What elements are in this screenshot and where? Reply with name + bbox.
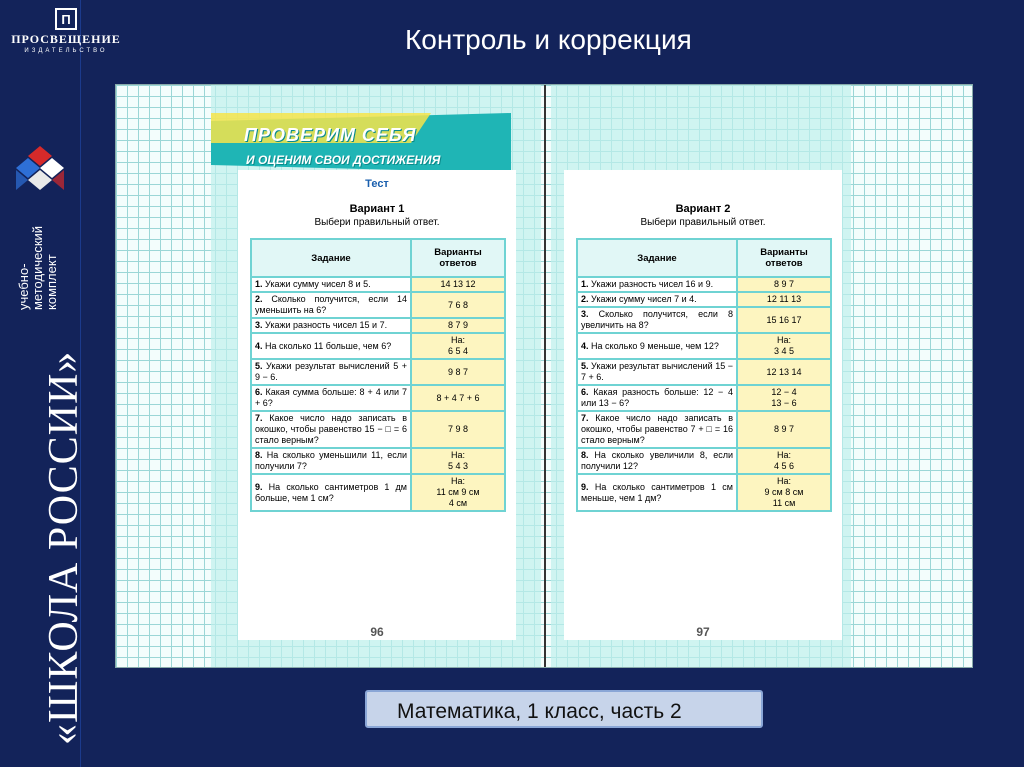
answers-cell: 8 + 4 7 + 6 xyxy=(411,385,505,411)
task-number: 9. xyxy=(581,481,589,492)
variant-title: Вариант 1 xyxy=(349,203,405,215)
task-number: 3. xyxy=(255,320,263,330)
answers-cell: На: 9 см 8 см 11 см xyxy=(737,474,831,511)
task-cell xyxy=(251,385,411,411)
kit-label-line: учебно- xyxy=(16,263,31,310)
task-cell xyxy=(577,277,737,292)
publisher-name: ПРОСВЕЩЕНИЕ xyxy=(11,32,121,46)
task-text: На сколько сантиметров 1 см меньше, чем 1 дм? xyxy=(581,481,733,503)
table-row xyxy=(251,277,505,292)
column-header-answers: Варианты ответов xyxy=(411,239,505,277)
table-row xyxy=(577,359,831,385)
task-text: На сколько 11 больше, чем 6? xyxy=(265,340,392,351)
task-cell xyxy=(251,359,411,385)
footer-caption-box xyxy=(365,690,763,728)
task-cell xyxy=(251,333,411,359)
answers-cell: 14 13 12 xyxy=(411,277,505,292)
task-cell xyxy=(577,359,737,385)
task-number: 1. xyxy=(581,279,589,289)
task-number: 9. xyxy=(255,481,263,492)
table-row xyxy=(251,411,505,448)
kit-label xyxy=(17,190,59,310)
task-number: 5. xyxy=(581,361,589,371)
test-label: Тест xyxy=(365,178,389,190)
answers-cell: На: 4 5 6 xyxy=(737,448,831,474)
answers-cell: 7 9 8 xyxy=(411,411,505,448)
task-cell xyxy=(577,307,737,333)
task-number: 2. xyxy=(255,294,263,304)
column-header-task: Задание xyxy=(251,239,411,277)
answers-cell: На: 3 4 5 xyxy=(737,333,831,359)
table-row xyxy=(251,292,505,318)
answers-cell: 12 13 14 xyxy=(737,359,831,385)
task-text: На сколько уменьшили 11, если получили 7? xyxy=(255,450,407,471)
task-number: 4. xyxy=(255,340,263,351)
task-text: Укажи разность чисел 15 и 7. xyxy=(265,320,388,330)
task-cell xyxy=(577,448,737,474)
task-number: 7. xyxy=(581,413,589,423)
table-row xyxy=(251,333,505,359)
banner-title: ПРОВЕРИМ СЕБЯ xyxy=(244,125,417,145)
page-title: Контроль и коррекция xyxy=(405,24,692,55)
task-text: Укажи разность чисел 16 и 9. xyxy=(591,279,714,289)
book-spine xyxy=(544,85,546,667)
task-cell xyxy=(577,474,737,511)
left-page xyxy=(238,170,516,640)
answers-cell: 12 − 4 13 − 6 xyxy=(737,385,831,411)
column-header-task: Задание xyxy=(577,239,737,277)
task-cell xyxy=(251,277,411,292)
footer-caption: Математика, 1 класс, часть 2 xyxy=(397,700,682,723)
kit-label-line: комплект xyxy=(44,254,59,310)
page-number: 96 xyxy=(370,625,384,639)
answers-cell: На: 6 5 4 xyxy=(411,333,505,359)
task-cell xyxy=(577,385,737,411)
task-number: 7. xyxy=(255,413,263,423)
table-row xyxy=(577,292,831,307)
answers-cell: На: 11 см 9 см 4 см xyxy=(411,474,505,511)
table-row xyxy=(251,474,505,511)
kit-label-line: методический xyxy=(30,225,45,310)
answers-cell: 8 9 7 xyxy=(737,411,831,448)
banner-subtitle: И ОЦЕНИМ СВОИ ДОСТИЖЕНИЯ xyxy=(246,153,441,167)
publisher-logo xyxy=(4,8,128,54)
task-number: 8. xyxy=(581,450,589,460)
instruction: Выбери правильный ответ. xyxy=(314,217,440,228)
answers-cell: 7 6 8 xyxy=(411,292,505,318)
task-cell xyxy=(251,448,411,474)
table-row xyxy=(251,359,505,385)
table-row xyxy=(577,448,831,474)
task-number: 8. xyxy=(255,450,263,460)
publisher-emblem-icon: П xyxy=(55,8,77,30)
task-text: Укажи результат вычислений 5 + 9 − 6. xyxy=(255,361,407,382)
table-row xyxy=(577,411,831,448)
table-row xyxy=(577,307,831,333)
task-cell xyxy=(577,333,737,359)
task-text: Сколько получится, если 14 уменьшить на 6? xyxy=(255,294,407,315)
task-text: Укажи сумму чисел 7 и 4. xyxy=(591,294,697,304)
task-text: На сколько сантиметров 1 дм больше, чем 1 см? xyxy=(255,481,407,503)
table-row xyxy=(577,333,831,359)
task-number: 3. xyxy=(581,309,589,319)
table-row xyxy=(251,385,505,411)
table-row xyxy=(251,318,505,333)
right-page xyxy=(564,170,842,640)
tasks-table xyxy=(576,238,832,512)
answers-cell: На: 5 4 3 xyxy=(411,448,505,474)
task-number: 4. xyxy=(581,340,589,351)
task-number: 2. xyxy=(581,294,589,304)
page-number: 97 xyxy=(696,625,710,639)
task-text: Какое число надо записать в окошко, чтобы равенство 7 + □ = 16 стало верным? xyxy=(581,413,733,445)
textbook-spread-image xyxy=(115,84,973,668)
task-number: 6. xyxy=(581,387,589,397)
instruction: Выбери правильный ответ. xyxy=(640,217,766,228)
task-cell xyxy=(577,411,737,448)
answers-cell: 12 11 13 xyxy=(737,292,831,307)
task-text: Какая разность больше: 12 − 4 или 13 − 6? xyxy=(581,387,733,408)
task-text: Укажи результат вычислений 15 − 7 + 6. xyxy=(581,361,733,382)
task-cell xyxy=(251,411,411,448)
variant-title: Вариант 2 xyxy=(675,203,731,215)
task-cell xyxy=(577,292,737,307)
answers-cell: 9 8 7 xyxy=(411,359,505,385)
answers-cell: 8 7 9 xyxy=(411,318,505,333)
answers-cell: 8 9 7 xyxy=(737,277,831,292)
task-cell xyxy=(251,292,411,318)
series-name: «ШКОЛА РОССИИ» xyxy=(41,350,87,745)
task-text: Какая сумма больше: 8 + 4 или 7 + 6? xyxy=(255,387,407,408)
task-text: Какое число надо записать в окошко, чтобы равенство 15 − □ = 6 стало верным? xyxy=(255,413,407,445)
task-number: 5. xyxy=(255,361,263,371)
task-text: Сколько получится, если 8 увеличить на 8? xyxy=(581,309,733,330)
task-cell xyxy=(251,474,411,511)
publisher-subtitle: ИЗДАТЕЛЬСТВО xyxy=(24,48,108,54)
table-row xyxy=(577,385,831,411)
table-row xyxy=(251,448,505,474)
table-row xyxy=(577,474,831,511)
column-header-answers: Варианты ответов xyxy=(737,239,831,277)
task-text: На сколько 9 меньше, чем 12? xyxy=(591,340,719,351)
task-cell xyxy=(251,318,411,333)
task-text: Укажи сумму чисел 8 и 5. xyxy=(265,279,371,289)
answers-cell: 15 16 17 xyxy=(737,307,831,333)
table-row xyxy=(577,277,831,292)
task-number: 6. xyxy=(255,387,263,397)
tasks-table xyxy=(250,238,506,512)
task-number: 1. xyxy=(255,279,263,289)
task-text: На сколько увеличили 8, если получили 12? xyxy=(581,450,733,471)
